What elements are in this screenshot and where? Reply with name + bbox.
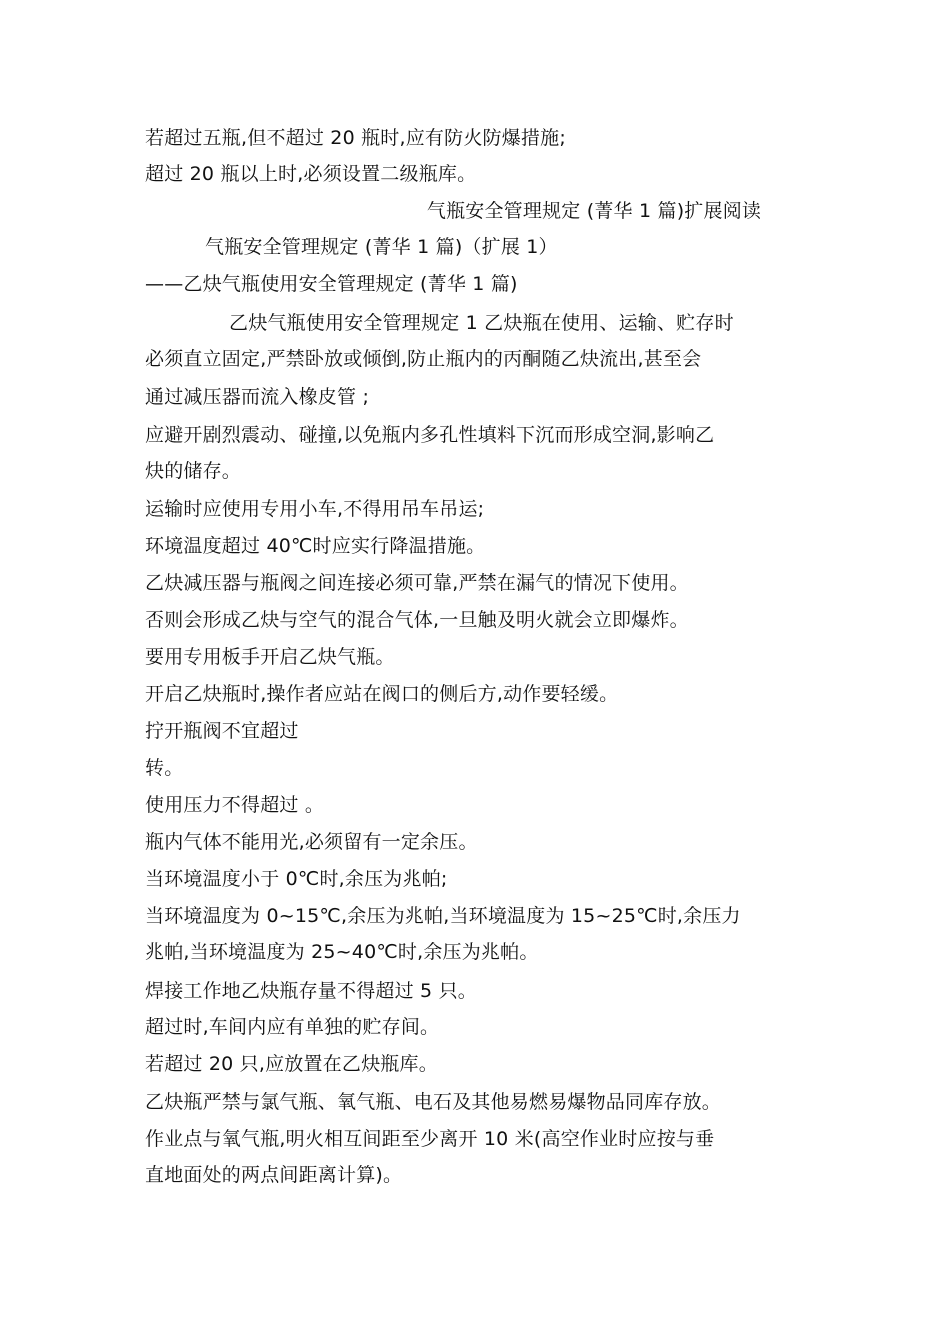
text-line: 运输时应使用专用小车,不得用吊车吊运; <box>145 498 485 520</box>
text-line: 应避开剧烈震动、碰撞,以免瓶内多孔性填料下沉而形成空洞,影响乙 <box>145 424 715 446</box>
text-line: 否则会形成乙炔与空气的混合气体,一旦触及明火就会立即爆炸。 <box>145 609 689 631</box>
text-line: 当环境温度小于 0℃时,余压为兆帕; <box>145 868 448 890</box>
text-line: 乙炔减压器与瓶阀之间连接必须可靠,严禁在漏气的情况下使用。 <box>145 572 689 594</box>
text-line: 乙炔瓶严禁与氯气瓶、氧气瓶、电石及其他易燃易爆物品同库存放。 <box>145 1091 722 1113</box>
subsection-heading: 气瓶安全管理规定 (菁华 1 篇)（扩展 1） <box>205 236 558 258</box>
text-line: 必须直立固定,严禁卧放或倾倒,防止瓶内的丙酮随乙炔流出,甚至会 <box>145 348 702 370</box>
text-line: 炔的储存。 <box>145 460 242 482</box>
text-line: 若超过 20 只,应放置在乙炔瓶库。 <box>145 1053 438 1075</box>
text-line: 兆帕,当环境温度为 25~40℃时,余压为兆帕。 <box>145 941 539 963</box>
text-line: 超过 20 瓶以上时,必须设置二级瓶库。 <box>145 163 477 185</box>
text-line: 瓶内气体不能用光,必须留有一定余压。 <box>145 831 478 853</box>
text-line: 乙炔气瓶使用安全管理规定 1 乙炔瓶在使用、运输、贮存时 <box>229 312 734 334</box>
section-heading: 气瓶安全管理规定 (菁华 1 篇)扩展阅读 <box>426 200 762 222</box>
article-title: ——乙炔气瓶使用安全管理规定 (菁华 1 篇) <box>145 273 518 295</box>
text-line: 通过减压器而流入橡皮管 ; <box>145 386 370 408</box>
text-line: 开启乙炔瓶时,操作者应站在阀口的侧后方,动作要轻缓。 <box>145 683 619 705</box>
text-line: 环境温度超过 40℃时应实行降温措施。 <box>145 535 486 557</box>
text-line: 若超过五瓶,但不超过 20 瓶时,应有防火防爆措施; <box>145 127 566 149</box>
text-line: 焊接工作地乙炔瓶存量不得超过 5 只。 <box>145 980 477 1002</box>
text-line: 直地面处的两点间距离计算)。 <box>145 1164 403 1186</box>
text-line: 超过时,车间内应有单独的贮存间。 <box>145 1016 440 1038</box>
text-line: 当环境温度为 0~15℃,余压为兆帕,当环境温度为 15~25℃时,余压力 <box>145 905 741 927</box>
text-line: 作业点与氧气瓶,明火相互间距至少离开 10 米(高空作业时应按与垂 <box>145 1128 715 1150</box>
text-line: 要用专用板手开启乙炔气瓶。 <box>145 646 395 668</box>
text-line: 使用压力不得超过 。 <box>145 794 325 816</box>
text-line: 拧开瓶阀不宜超过 <box>145 720 299 742</box>
text-line: 转。 <box>145 757 184 779</box>
